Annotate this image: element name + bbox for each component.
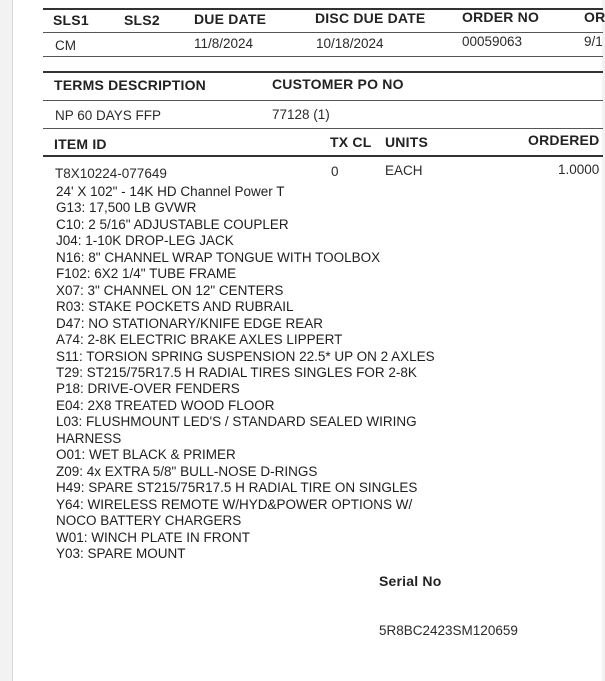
label-item-id: ITEM ID: [54, 136, 107, 152]
label-order-date-partial: OR: [584, 9, 605, 25]
description-line: H49: SPARE ST215/75R17.5 H RADIAL TIRE ON SINGLES: [56, 480, 418, 496]
value-order-no: 00059063: [462, 34, 523, 49]
label-customer-po-no: CUSTOMER PO NO: [272, 76, 404, 92]
description-line: L03: FLUSHMOUNT LED'S / STANDARD SEALED WIRING: [56, 414, 417, 430]
description-line: E04: 2X8 TREATED WOOD FLOOR: [56, 397, 275, 413]
label-tx-cl: TX CL: [330, 134, 372, 150]
row1-bottom-rule: [43, 56, 603, 57]
description-line: Y03: SPARE MOUNT: [56, 545, 186, 561]
description-line: NOCO BATTERY CHARGERS: [56, 513, 242, 529]
label-ordered: ORDERED: [528, 132, 600, 148]
description-line: G13: 17,500 LB GVWR: [56, 200, 197, 216]
value-order-date-partial: 9/1: [584, 34, 603, 49]
row2-bottom-rule: [43, 128, 603, 129]
description-line: F102: 6X2 1/4" TUBE FRAME: [56, 266, 237, 282]
value-sls1: CM: [55, 38, 76, 53]
description-line: N16: 8" CHANNEL WRAP TONGUE WITH TOOLBOX: [56, 249, 381, 265]
value-serial-no: 5R8BC2423SM120659: [379, 623, 518, 638]
description-line: T29: ST215/75R17.5 H RADIAL TIRES SINGLES FOR 2-8K: [56, 364, 417, 380]
item-description: [56, 184, 435, 562]
row2-top-rule: [43, 71, 603, 73]
description-line: 24' X 102" - 14K HD Channel Power T: [56, 184, 285, 199]
description-line: Y64: WIRELESS REMOTE W/HYD&POWER OPTIONS W/: [56, 496, 413, 512]
description-line: R03: STAKE POCKETS AND RUBRAIL: [56, 299, 294, 315]
item-header-rule: [43, 155, 603, 157]
description-line: X07: 3" CHANNEL ON 12" CENTERS: [56, 282, 284, 298]
value-tx-cl: 0: [331, 164, 339, 179]
value-ordered: 1.0000: [558, 162, 600, 177]
label-sls1: SLS1: [53, 12, 89, 28]
label-sls2: SLS2: [124, 12, 160, 28]
description-line: C10: 2 5/16" ADJUSTABLE COUPLER: [56, 216, 289, 232]
value-terms-description: NP 60 DAYS FFP: [55, 108, 162, 123]
description-line: W01: WINCH PLATE IN FRONT: [56, 529, 251, 545]
description-line: Z09: 4x EXTRA 5/8" BULL-NOSE D-RINGS: [56, 463, 318, 479]
row2-rule: [43, 100, 603, 101]
label-units: UNITS: [385, 134, 428, 150]
description-line: S11: TORSION SPRING SUSPENSION 22.5* UP ON 2 AXLES: [56, 348, 435, 364]
description-line: P18: DRIVE-OVER FENDERS: [56, 381, 240, 397]
invoice-page: [12, 0, 605, 681]
label-terms-description: TERMS DESCRIPTION: [54, 77, 206, 93]
description-line: HARNESS: [56, 430, 122, 446]
description-line: A74: 2-8K ELECTRIC BRAKE AXLES LIPPERT: [56, 332, 343, 348]
description-line: J04: 1-10K DROP-LEG JACK: [56, 233, 234, 249]
description-line: O01: WET BLACK & PRIMER: [56, 447, 236, 463]
label-disc-due-date: DISC DUE DATE: [315, 10, 426, 26]
description-line: D47: NO STATIONARY/KNIFE EDGE REAR: [56, 315, 324, 331]
value-disc-due-date: 10/18/2024: [316, 36, 384, 51]
label-order-no: ORDER NO: [462, 9, 540, 25]
value-units: EACH: [385, 163, 423, 178]
label-serial-no: Serial No: [379, 573, 442, 589]
label-due-date: DUE DATE: [194, 11, 267, 27]
value-item-id: T8X10224-077649: [55, 166, 167, 181]
value-due-date: 11/8/2024: [194, 36, 254, 51]
row1-rule: [43, 32, 603, 33]
value-customer-po-no: 77128 (1): [272, 107, 330, 122]
